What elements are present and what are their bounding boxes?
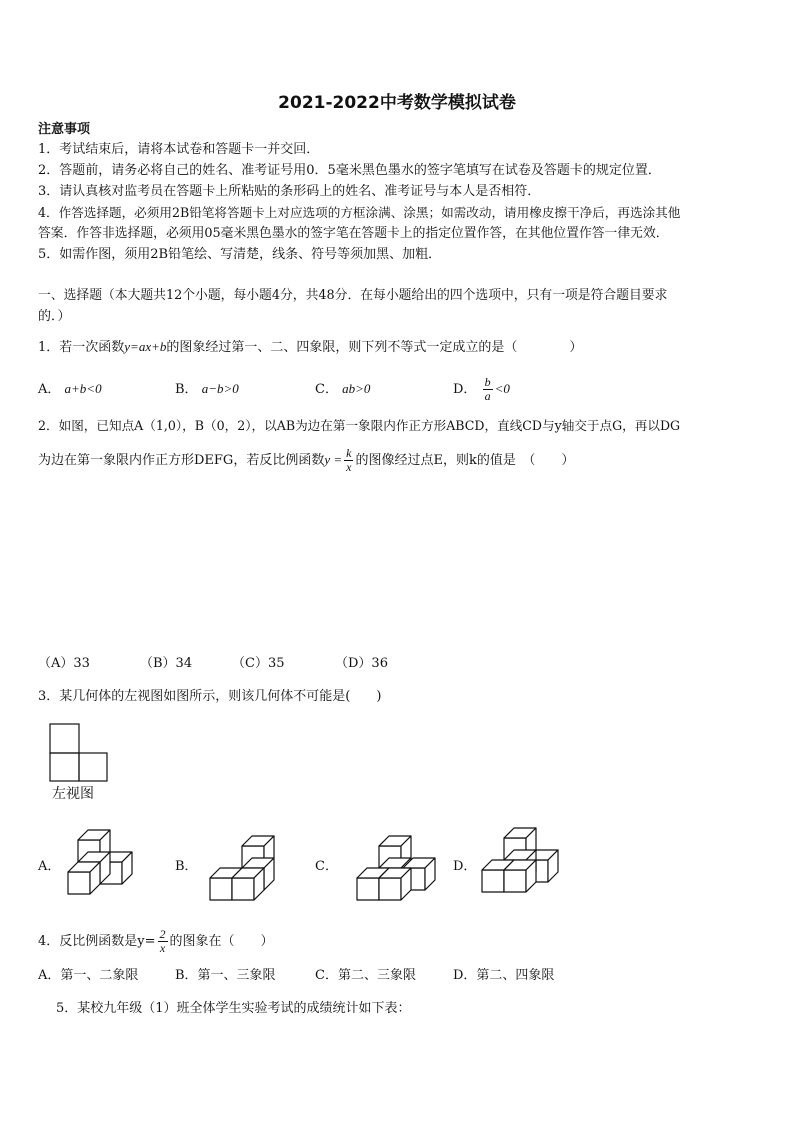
q4-option-d[interactable]: D．第二、四象限	[453, 968, 555, 983]
cube	[379, 868, 411, 900]
question-3-stem: 3．某几何体的左视图如图所示，则该几何体不可能是( )	[38, 689, 382, 704]
q3-option-a-label[interactable]: A．	[38, 859, 61, 874]
question-2-stem: 2．如图，已知点A（1,0），B（0，2），以AB为边在第一象限内作正方形ABCD，直线CD与y轴交于点G，再以DG	[38, 418, 681, 433]
left-view-caption: 左视图	[52, 786, 94, 802]
q2-option-a[interactable]: （A）33	[38, 656, 90, 671]
section-heading-cont: 的．）	[38, 309, 71, 324]
q1-function: y=ax+b	[124, 339, 167, 354]
q1-suffix: 的图象经过第一、二、四象限，则下列不等式一定成立的是（ ）	[166, 340, 583, 355]
q2-fraction: $\frac{k}{x}$	[346, 446, 352, 474]
question-1-stem	[38, 338, 582, 356]
question-2-stem-cont: 为边在第一象限内作正方形DEFG，若反比例函数y = $\frac{k}{x}$ 的图像经过点E，则k的值是 （ ）	[38, 446, 575, 474]
q3-option-d-figure[interactable]	[480, 826, 562, 906]
cube	[232, 868, 264, 900]
question-4-stem: 4．反比例函数是y= $\frac{2}{x}$ 的图象在（ ）	[38, 927, 274, 955]
cube	[504, 860, 536, 892]
notice-item: 2．答题前，请务必将自己的姓名、准考证号用0．5毫米黑色墨水的签字笔填写在试卷及答题卡的规定位置．	[38, 163, 661, 178]
q3-option-b-figure[interactable]	[206, 832, 281, 904]
q2-option-c[interactable]: （C）35	[232, 656, 285, 671]
left-view-figure	[48, 722, 110, 782]
q3-option-c-label[interactable]: C．	[315, 859, 338, 874]
q4-option-a[interactable]: A．第一、二象限	[38, 968, 139, 983]
section-heading: 一、选择题（本大题共12个小题，每小题4分，共48分．在每小题给出的四个选项中，只有一项是符合题目要求	[38, 288, 668, 303]
q3-option-c-figure[interactable]	[343, 830, 441, 908]
notice-item: 答案．作答非选择题，必须用05毫米黑色墨水的签字笔在答题卡上的指定位置作答，在其他位置作答一律无效．	[38, 226, 669, 241]
q3-option-a-figure[interactable]	[66, 828, 136, 900]
q4-option-c[interactable]: C．第二、三象限	[315, 968, 416, 983]
q3-option-b-label[interactable]: B．	[175, 859, 198, 874]
notice-heading: 注意事项	[38, 122, 91, 137]
q2-option-d[interactable]: （D）36	[335, 656, 388, 671]
q1-fraction: $\frac{b}{a}$	[484, 375, 491, 403]
q1-option-c[interactable]: C． ab>0	[315, 381, 371, 397]
cube	[68, 862, 100, 894]
q1-option-b[interactable]: B． a−b>0	[175, 381, 239, 397]
question-5-stem: 5．某校九年级（1）班全体学生实验考试的成绩统计如下表：	[56, 1001, 411, 1016]
q1-prefix: 1．若一次函数	[38, 340, 125, 355]
notice-item: 3．请认真核对监考员在答题卡上所粘贴的条形码上的姓名、准考证号与本人是否相符．	[38, 184, 541, 199]
notice-item: 1．考试结束后，请将本试卷和答题卡一并交回．	[38, 142, 320, 157]
q1-option-d[interactable]: D． $\frac{b}{a}$ <0	[453, 375, 510, 403]
q1-option-a[interactable]: A． a+b<0	[38, 381, 102, 397]
q4-option-b[interactable]: B．第一、三象限	[175, 968, 276, 983]
q4-fraction: $\frac{2}{x}$	[159, 927, 166, 955]
q2-option-b[interactable]: （B）34	[140, 656, 193, 671]
exam-title: 2021-2022中考数学模拟试卷	[278, 93, 516, 113]
q3-option-d-label[interactable]: D．	[453, 859, 477, 874]
notice-item: 5．如需作图，须用2B铅笔绘、写清楚，线条、符号等须加黑、加粗．	[38, 247, 442, 262]
notice-item: 4．作答选择题，必须用2B铅笔将答题卡上对应选项的方框涂满、涂黑；如需改动，请用橡皮擦干净后，再选涂其他	[38, 205, 681, 220]
